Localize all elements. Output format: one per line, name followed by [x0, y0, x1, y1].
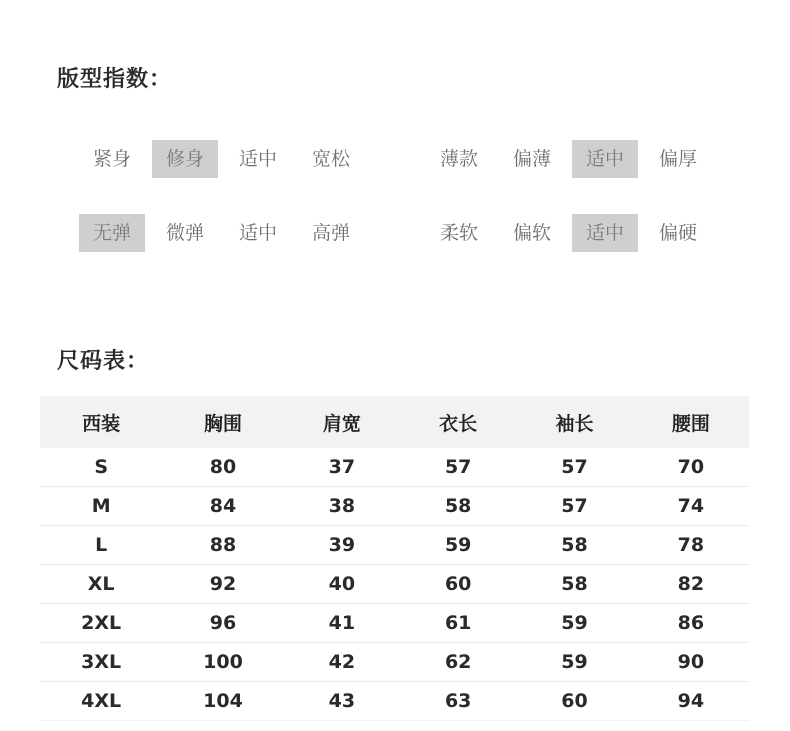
measurement-cell: 63: [400, 682, 516, 721]
fit-option: 适中: [238, 148, 277, 170]
measurement-cell: 60: [400, 565, 516, 604]
size-chart-column-header: 袖长: [516, 396, 632, 448]
thickness-option-selected: 适中: [572, 140, 638, 178]
softness-scale: [426, 214, 718, 252]
fit-option-selected: 修身: [152, 140, 218, 178]
measurement-cell: 84: [162, 487, 283, 526]
measurement-cell: 86: [633, 604, 749, 643]
thickness-option: 偏薄: [512, 148, 551, 170]
size-chart-column-header: 腰围: [633, 396, 749, 448]
measurement-cell: 62: [400, 643, 516, 682]
measurement-cell: 58: [516, 526, 632, 565]
measurement-cell: 57: [516, 448, 632, 487]
measurement-cell: 90: [633, 643, 749, 682]
size-chart-column-header: 西装: [40, 396, 162, 448]
measurement-cell: 57: [516, 487, 632, 526]
softness-option: 偏软: [512, 222, 551, 244]
table-row: [40, 565, 749, 604]
table-row: [40, 682, 749, 721]
size-label-cell: L: [40, 526, 162, 565]
measurement-cell: 59: [400, 526, 516, 565]
measurement-cell: 40: [284, 565, 400, 604]
measurement-cell: 38: [284, 487, 400, 526]
measurement-cell: 92: [162, 565, 283, 604]
measurement-cell: 104: [162, 682, 283, 721]
measurement-cell: 59: [516, 604, 632, 643]
table-row: [40, 526, 749, 565]
measurement-cell: 37: [284, 448, 400, 487]
size-label-cell: 3XL: [40, 643, 162, 682]
measurement-cell: 43: [284, 682, 400, 721]
measurement-cell: 78: [633, 526, 749, 565]
measurement-cell: 39: [284, 526, 400, 565]
measurement-cell: 74: [633, 487, 749, 526]
measurement-cell: 80: [162, 448, 283, 487]
measurement-cell: 42: [284, 643, 400, 682]
size-label-cell: XL: [40, 565, 162, 604]
elasticity-option: 适中: [238, 222, 277, 244]
elasticity-option-selected: 无弹: [79, 214, 145, 252]
measurement-cell: 58: [516, 565, 632, 604]
measurement-cell: 88: [162, 526, 283, 565]
thickness-option: 薄款: [439, 148, 478, 170]
size-label-cell: M: [40, 487, 162, 526]
thickness-option: 偏厚: [658, 148, 697, 170]
table-row: [40, 643, 749, 682]
size-label-cell: S: [40, 448, 162, 487]
elasticity-scale: [79, 214, 371, 252]
softness-option: 柔软: [439, 222, 478, 244]
measurement-cell: 94: [633, 682, 749, 721]
table-row: [40, 448, 749, 487]
table-row: [40, 604, 749, 643]
measurement-cell: 100: [162, 643, 283, 682]
size-chart-column-header: 衣长: [400, 396, 516, 448]
size-label-cell: 2XL: [40, 604, 162, 643]
measurement-cell: 58: [400, 487, 516, 526]
size-chart-header-row: [40, 396, 749, 448]
size-chart-title: 尺码表：: [57, 349, 150, 374]
softness-option: 偏硬: [658, 222, 697, 244]
measurement-cell: 70: [633, 448, 749, 487]
table-row: [40, 487, 749, 526]
measurement-cell: 41: [284, 604, 400, 643]
size-chart-column-header: 胸围: [162, 396, 283, 448]
elasticity-option: 微弹: [165, 222, 204, 244]
fit-scale: [79, 140, 371, 178]
measurement-cell: 57: [400, 448, 516, 487]
measurement-cell: 61: [400, 604, 516, 643]
measurement-cell: 82: [633, 565, 749, 604]
measurement-cell: 59: [516, 643, 632, 682]
fit-index-title: 版型指数：: [57, 67, 173, 92]
elasticity-option: 高弹: [311, 222, 350, 244]
fit-option: 紧身: [92, 148, 131, 170]
size-label-cell: 4XL: [40, 682, 162, 721]
size-chart-body: [40, 448, 749, 721]
thickness-scale: [426, 140, 718, 178]
size-chart-table: [40, 396, 749, 721]
measurement-cell: 96: [162, 604, 283, 643]
fit-option: 宽松: [311, 148, 350, 170]
size-chart-column-header: 肩宽: [284, 396, 400, 448]
measurement-cell: 60: [516, 682, 632, 721]
softness-option-selected: 适中: [572, 214, 638, 252]
